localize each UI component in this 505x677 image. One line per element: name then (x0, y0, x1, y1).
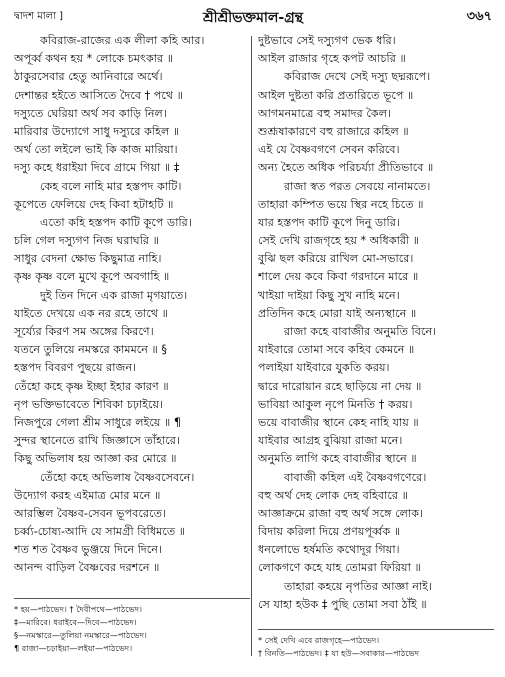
left-footnotes (14, 598, 250, 655)
right-verse-column (258, 32, 494, 614)
verse-line: অপূর্ব্ব কথন হয় * লোকে চমৎকার ॥ (14, 52, 174, 66)
verse-line: দস্যুতে ঘেরিয়া অর্থ সব কাড়ি নিল। (14, 106, 167, 120)
verse-line: দস্যু কহে ধরাইয়া দিবে গ্রামে গিয়া ॥ ‡ (14, 161, 180, 175)
verse-line: যাইবারে তোমা সবে কহিব কেমনে ॥ (258, 343, 415, 357)
verse-line: নিজপুরে গেলা শ্রীম সাধুরে লইয়ে ॥ ¶ (14, 415, 182, 429)
verse-line: সাধুর বেদনা ক্ষোভ কিছুমাত্র নাহি। (14, 252, 162, 266)
verse-line: যতনে তুলিয়ে নমস্করে কামমনে ॥ § (14, 343, 167, 357)
footnote: ¶ রাজা—চঢ়াইয়া—লইয়া—পাঠভেদ। (14, 643, 133, 653)
verse-line: অন্য হৈতে অধিক পরিচর্য্যা প্রীতিভাবে ॥ (258, 161, 434, 175)
verse-line: আইল দুষ্টতা করি প্রতারিতে ভূপে ॥ (258, 88, 414, 102)
verse-line: আগমনমাত্রে বহু সমাদর কৈল। (258, 106, 392, 120)
verse-line: সেই দেখি রাজগৃহে হয় * অধিকারী ॥ (258, 234, 420, 248)
verse-line: সুন্দর স্থানেতে রাখি জিজ্ঞাসে তাঁহারে। (14, 434, 180, 448)
verse-line: উদ্যোগ করহ এইমাত্র মোর মনে ॥ (14, 488, 161, 502)
verse-line: কবিরাজ দেখে সেই দস্যু ছদ্মরূপে। (284, 70, 431, 84)
right-footnotes (258, 629, 494, 660)
verse-line: কিছু অভিলাষ হয় আজ্ঞা কর মোরে ॥ (14, 452, 177, 466)
verse-line: ভাবিয়া আকুল নৃপে মিনতি † করয়। (258, 397, 413, 411)
verse-line: চলি গেল দস্যুগণ নিজ ঘরাঘরি ॥ (14, 234, 159, 248)
verse-line: শুশ্রূষাকারণে বহু রাজারে কহিল ॥ (258, 124, 409, 138)
verse-line: আনন্দ বাড়িল বৈষ্ণবের দরশনে ॥ (14, 561, 160, 575)
footnote: † বিনতি—পাঠভেদ। ‡ যা হউ—সবাকার—পাঠভেদ (258, 648, 420, 658)
verse-line: লোকগণে কহে যাহ তোমরা ফিরিয়া ॥ (258, 561, 421, 575)
verse-line: যার হস্তপদ কাটি কূপে দিনু ডারি। (258, 215, 400, 229)
verse-line: যাইবার আগ্রহ বুঝিয়া রাজা মনে। (258, 434, 403, 448)
verse-line: দ্বারে দারোয়ান রহে ছাড়িয়ে না দেয় ॥ (258, 379, 422, 393)
verse-line: যাইতে দেখয়ে এক নর রহে তাথে ॥ (14, 306, 168, 320)
verse-line: অর্থ তো লইলে ভাই কি কাজ মারিয়া। (14, 143, 178, 157)
verse-line: ঠাকুরসেবার হেতু আনিবারে অর্থে। (14, 70, 163, 84)
verse-line: ভয়ে বাবাজীর স্থানে কেহ নাহি যায় ॥ (258, 415, 419, 429)
verse-line: মারিবার উদ্যোগে সাধু দস্যুরে কহিল ॥ (14, 124, 180, 138)
chapter-label: দ্বাদশ মালা ] (14, 11, 64, 22)
column-divider (251, 36, 252, 656)
verse-line: শালে দেয় কবে কিবা গরদানে মারে ॥ (258, 270, 419, 284)
verse-line: সূর্য্যের কিরণ সম অঙ্গের কিরণে। (14, 325, 154, 338)
page-number: ৩৬৭ (466, 9, 492, 24)
verse-line: এতো কহি হস্তপদ কাটি কূপে ডারি। (40, 215, 192, 229)
verse-line: হস্তপদ বিবরণ পুছয়ে রাজন। (14, 361, 137, 375)
verse-line: প্রতিদিন কহে মোরা যাই অন্যস্থানে ॥ (258, 306, 417, 320)
verse-line: বিদায় করিলা দিয়ে প্রণয়পূর্ব্বক ॥ (258, 525, 401, 539)
page-header (14, 6, 492, 28)
footnote: * সেই দেখি এবে রাজগৃহে—পাঠভেদ। (258, 635, 380, 645)
footnote: * হয়—পাঠভেদ। † দৈবীপথে—পাঠভেদ। (14, 604, 143, 614)
verse-line: তেঁহো কহে কৃষ্ণ ইচ্ছা ইহার কারণ ॥ (14, 379, 169, 393)
verse-line: এই যে বৈষ্ণবগণে সেবন করিবে। (258, 143, 400, 157)
verse-line: খাইয়া দাইয়া কিছু সুখ নাহি মনে। (258, 288, 400, 302)
left-verse-column (14, 32, 250, 578)
verse-line: দেশান্তর হইতে আসিতে দৈবে † পথে ॥ (14, 88, 183, 102)
verse-line: দুষ্টভাবে সেই দস্যুগণ ভেক ধরি। (258, 34, 396, 47)
verse-line: অনুমতি লাগি কহে বাবাজীর স্থানে ॥ (258, 452, 417, 466)
verse-line: কৃষ্ণ কৃষ্ণ বলে মুখে কূপে অবগাহি ॥ (14, 270, 170, 284)
verse-line: তাহারা কম্পিত ভয়ে স্থির নহে চিতে ॥ (258, 197, 424, 211)
book-title: শ্রীশ্রীভক্তমাল-গ্রন্থ (203, 10, 303, 26)
verse-line: বহু অর্থ দেহ লোক দেহ বহিবারে ॥ (258, 488, 408, 502)
verse-line: বুঝি ছল করিয়ে রাখিল মো-সভারে। (258, 252, 414, 266)
verse-line: তাহারা কহয়ে নৃপতির আজ্ঞা নাই। (284, 579, 432, 593)
verse-line: নৃপ ভক্তিভাবেতে শিবিকা চঢ়াইয়ে। (14, 397, 164, 411)
verse-line: দুই তিন দিনে এক রাজা মৃগয়াতে। (40, 288, 188, 302)
verse-line: কেহ বলে নাহি মার হস্তপদ কাটি। (40, 179, 182, 193)
footnote: ‡—মারিবে। ধরাইবে—দিবে—পাঠভেদ। (14, 617, 137, 627)
verse-line: কূপেতে ফেলিয়ে দেহ কিবা হটাহটি ॥ (14, 197, 174, 211)
verse-line: চর্ব্ব্য-চোষ্য-আদি যে সামগ্রী বিধিমতে ॥ (14, 525, 186, 539)
verse-line: রাজা কহে বাবাজীর অনুমতি বিনে। (284, 325, 437, 338)
verse-line: আজ্ঞাক্রমে রাজা বহু অর্থ সঙ্গে লোক। (258, 506, 424, 520)
verse-line: ধনলোভে হর্ষমতি কথোদূর গিয়া। (258, 543, 400, 557)
verse-line: কবিরাজ-রাজের এক লীলা কহি আর। (40, 34, 205, 47)
verse-line: আইল রাজার গৃহে কপট আচরি ॥ (258, 52, 406, 66)
verse-line: রাজা স্বত পরত সেবয়ে নানামতে। (284, 179, 431, 193)
verse-line: পলাইয়া যাইবারে যুকতি করয়। (258, 361, 390, 375)
verse-line: বাবাজী কহিল এই বৈষ্ণবগণেরে। (284, 470, 427, 484)
verse-line: শত শত বৈষ্ণব ভুঞ্জয়ে দিনে দিনে। (14, 543, 162, 557)
verse-line: তেঁহো কহে অভিলাষ বৈষ্ণবসেবনে। (40, 470, 195, 484)
verse-line: সে যাহা হউক ‡ পুছি তোমা সবা ঠাঁই ॥ (258, 597, 427, 611)
footnote: §—নমস্কারে—তুলিয়া নমস্কারে—পাঠভেদ। (14, 630, 147, 640)
verse-line: আরম্ভিল বৈষ্ণব-সেবন ভূপবরেতে। (14, 506, 166, 520)
